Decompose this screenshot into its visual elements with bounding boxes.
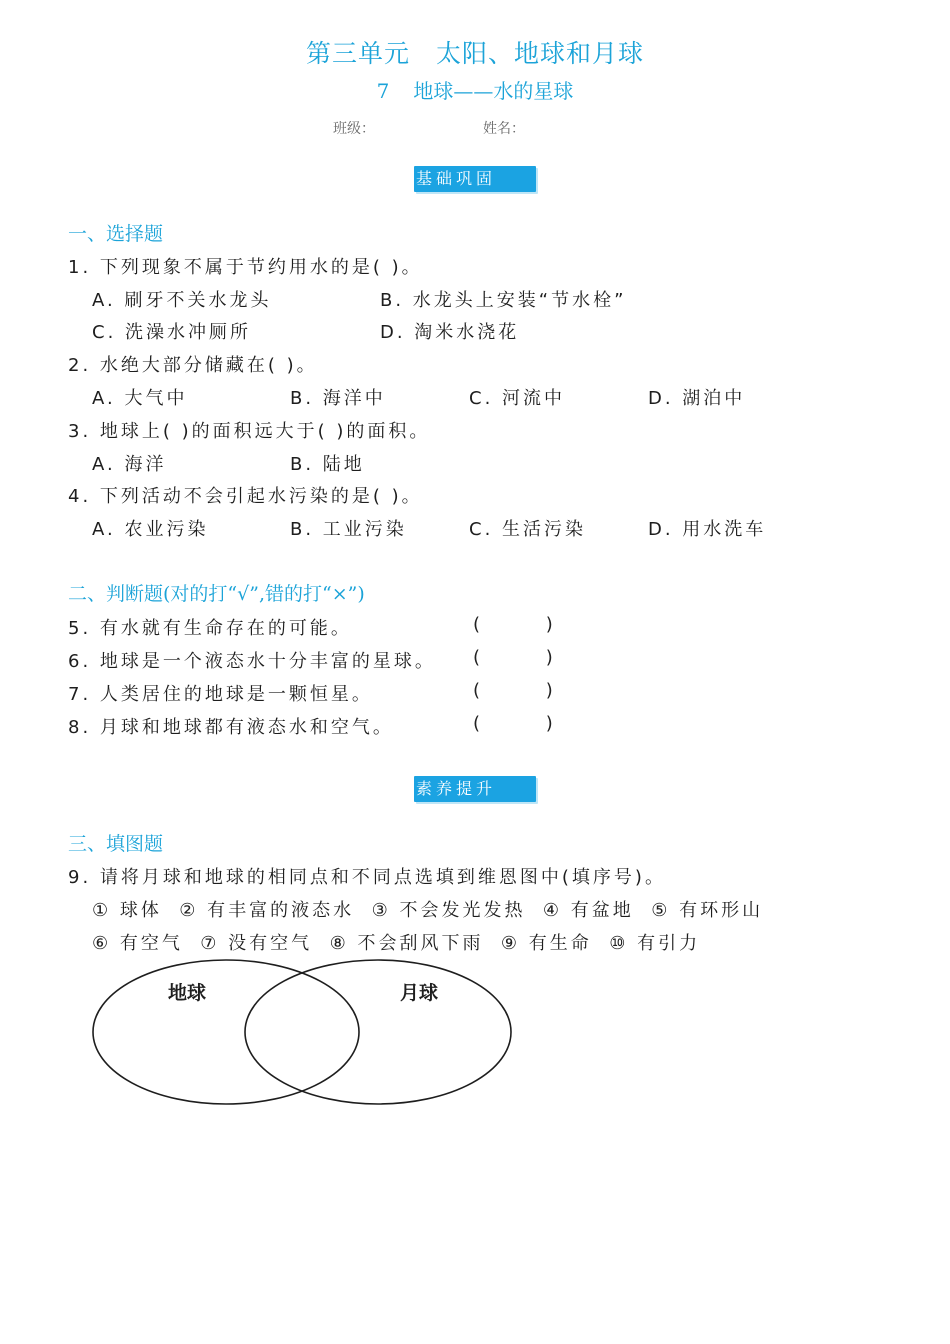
name-label: 姓名： xyxy=(483,121,525,137)
judge-item-7: 7. 人类居住的地球是一颗恒星。 xyxy=(68,684,373,705)
question-9: 9. 请将月球和地球的相同点和不同点选填到维恩图中(填序号)。 xyxy=(68,867,666,888)
lesson-name: 地球——水的星球 xyxy=(413,79,574,103)
q2-option-a: A. 大气中 xyxy=(92,388,188,409)
q1-option-a: A. 刷牙不关水龙头 xyxy=(92,290,272,311)
question-2: 2. 水绝大部分储藏在( )。 xyxy=(68,355,318,376)
venn-options-line-2: ⑥ 有空气 ⑦ 没有空气 ⑧ 不会刮风下雨 ⑨ 有生命 ⑩ 有引力 xyxy=(92,933,701,954)
q1-option-c: C. 洗澡水冲厕所 xyxy=(92,322,252,343)
answer-paren-8: ( ) xyxy=(473,713,583,734)
unit-title xyxy=(0,34,950,70)
venn-diagram xyxy=(80,955,530,1115)
judge-item-5: 5. 有水就有生命存在的可能。 xyxy=(68,618,352,639)
q4-option-b: B. 工业污染 xyxy=(290,519,407,540)
venn-earth-label: 地球 xyxy=(168,982,207,1004)
venn-moon-label: 月球 xyxy=(400,982,439,1004)
q2-option-c: C. 河流中 xyxy=(469,388,566,409)
venn-options-line-1: ① 球体 ② 有丰富的液态水 ③ 不会发光发热 ④ 有盆地 ⑤ 有环形山 xyxy=(92,900,764,921)
q3-option-b: B. 陆地 xyxy=(290,454,365,475)
badge-advanced: 素养提升 xyxy=(414,776,536,802)
answer-paren-7: ( ) xyxy=(473,680,583,701)
q2-option-d: D. 湖泊中 xyxy=(648,388,746,409)
judge-item-6: 6. 地球是一个液态水十分丰富的星球。 xyxy=(68,651,436,672)
unit-name: 太阳、地球和月球 xyxy=(436,39,645,68)
judge-item-8: 8. 月球和地球都有液态水和空气。 xyxy=(68,717,394,738)
q3-option-a: A. 海洋 xyxy=(92,454,167,475)
unit-label: 第三单元 xyxy=(305,39,410,68)
q4-option-d: D. 用水洗车 xyxy=(648,519,767,540)
section2-heading: 二、判断题(对的打“√”,错的打“×”) xyxy=(68,583,365,605)
class-label: 班级： xyxy=(333,121,375,137)
section3-heading: 三、填图题 xyxy=(68,833,164,855)
answer-paren-6: ( ) xyxy=(473,647,583,668)
q1-option-d: D. 淘米水浇花 xyxy=(380,322,520,343)
question-3: 3. 地球上( )的面积远大于( )的面积。 xyxy=(68,421,431,442)
question-4: 4. 下列活动不会引起水污染的是( )。 xyxy=(68,486,423,507)
q4-option-c: C. 生活污染 xyxy=(469,519,587,540)
q2-option-b: B. 海洋中 xyxy=(290,388,386,409)
venn-earth-circle xyxy=(93,960,359,1104)
lesson-title xyxy=(0,75,950,104)
q1-option-b: B. 水龙头上安装“节水栓” xyxy=(380,290,627,311)
q4-option-a: A. 农业污染 xyxy=(92,519,209,540)
venn-moon-circle xyxy=(245,960,511,1104)
question-1: 1. 下列现象不属于节约用水的是( )。 xyxy=(68,257,423,278)
badge-basic: 基础巩固 xyxy=(414,166,536,192)
answer-paren-5: ( ) xyxy=(473,614,583,635)
lesson-number: 7 xyxy=(376,79,390,103)
section1-heading: 一、选择题 xyxy=(68,223,164,245)
